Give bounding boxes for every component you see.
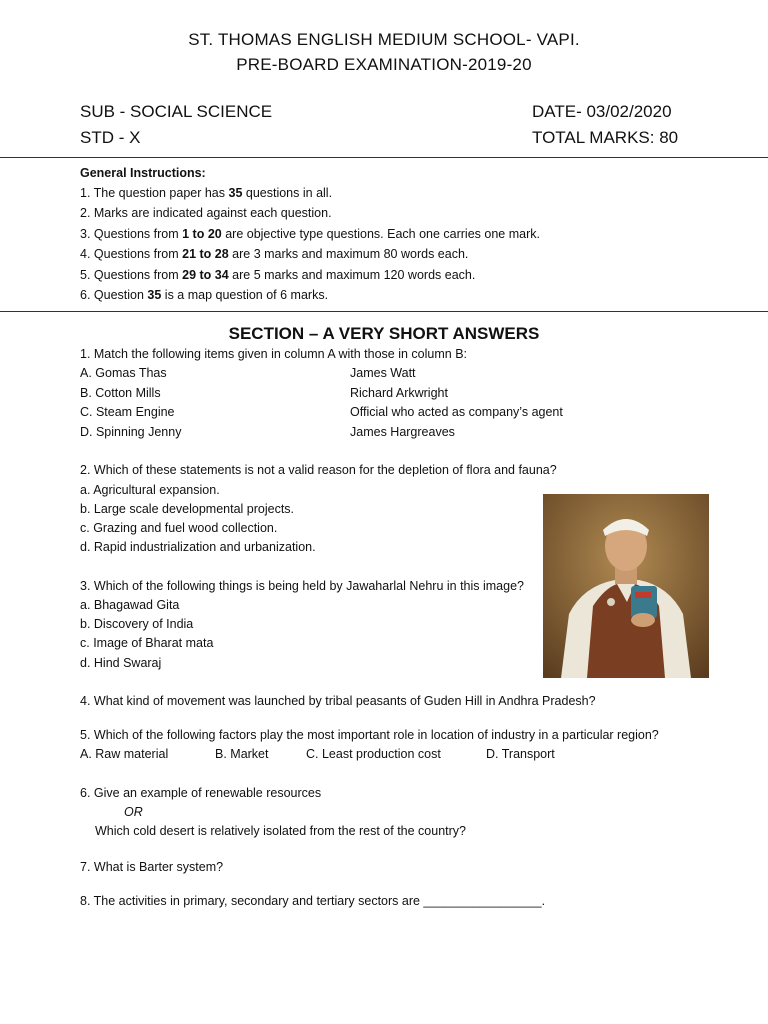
column-b-item: James Hargreaves	[350, 425, 455, 439]
option-item: a. Bhagawad Gita	[80, 598, 180, 612]
instruction-emphasis: 21 to 28	[182, 247, 229, 261]
option-item: b. Large scale developmental projects.	[80, 502, 295, 516]
instruction-emphasis: 35	[228, 186, 243, 200]
question-7: 7. What is Barter system?	[80, 860, 224, 874]
instruction-text: 4. Questions from	[80, 247, 183, 261]
instruction-emphasis: 29 to 34	[182, 268, 229, 282]
column-a-item: C. Steam Engine	[80, 405, 175, 419]
subject-label: SUB - SOCIAL SCIENCE	[80, 102, 273, 121]
question-8: 8. The activities in primary, secondary and tertiary sectors are _________________.	[80, 894, 546, 908]
instruction-item	[80, 268, 475, 282]
exam-title: PRE-BOARD EXAMINATION-2019-20	[236, 55, 532, 74]
nehru-portrait-image	[543, 494, 709, 678]
column-b-item: James Watt	[350, 366, 416, 380]
instruction-text: 6. Question	[80, 288, 148, 302]
option-item: C. Least production cost	[306, 747, 441, 761]
column-a-item: B. Cotton Mills	[80, 386, 161, 400]
option-item: b. Discovery of India	[80, 617, 194, 631]
std-label: STD - X	[80, 128, 141, 147]
date-label: DATE- 03/02/2020	[532, 102, 672, 121]
column-b-item: Richard Arkwright	[350, 386, 448, 400]
question-6: 6. Give an example of renewable resources	[80, 786, 322, 800]
portrait-illustration	[543, 494, 709, 678]
or-label: OR	[124, 805, 143, 819]
option-item: c. Image of Bharat mata	[80, 636, 214, 650]
instruction-text: are 5 marks and maximum 120 words each.	[228, 268, 476, 282]
column-a-item: D. Spinning Jenny	[80, 425, 182, 439]
instruction-emphasis: 35	[147, 288, 162, 302]
school-name: ST. THOMAS ENGLISH MEDIUM SCHOOL- VAPI.	[188, 30, 580, 49]
instruction-text: 2. Marks are indicated against each question.	[80, 206, 332, 220]
question-2: 2. Which of these statements is not a valid reason for the depletion of flora and fauna?	[80, 463, 557, 477]
column-a-item: A. Gomas Thas	[80, 366, 167, 380]
instruction-item	[80, 206, 332, 220]
question-5: 5. Which of the following factors play the most important role in location of industry in a particular region?	[80, 728, 659, 742]
instruction-text: are objective type questions. Each one carries one mark.	[221, 227, 540, 241]
instructions-title: General Instructions:	[80, 166, 206, 180]
instruction-item	[80, 288, 328, 302]
total-marks-label: TOTAL MARKS: 80	[532, 128, 679, 147]
instruction-item	[80, 247, 468, 261]
instruction-emphasis: 1 to 20	[182, 227, 222, 241]
instruction-text: 1. The question paper has	[80, 186, 229, 200]
option-item: d. Rapid industrialization and urbanization.	[80, 540, 316, 554]
header-divider	[0, 157, 768, 158]
instruction-text: 5. Questions from	[80, 268, 183, 282]
instruction-text: questions in all.	[242, 186, 333, 200]
question-4: 4. What kind of movement was launched by tribal peasants of Guden Hill in Andhra Pradesh?	[80, 694, 596, 708]
option-item: c. Grazing and fuel wood collection.	[80, 521, 278, 535]
option-item: B. Market	[215, 747, 269, 761]
instruction-text: is a map question of 6 marks.	[161, 288, 329, 302]
question-6-alternative: Which cold desert is relatively isolated from the rest of the country?	[95, 824, 466, 838]
section-title: SECTION – A VERY SHORT ANSWERS	[228, 324, 540, 343]
instruction-text: are 3 marks and maximum 80 words each.	[228, 247, 469, 261]
instruction-item	[80, 186, 332, 200]
instruction-text: 3. Questions from	[80, 227, 183, 241]
option-item: A. Raw material	[80, 747, 169, 761]
option-item: d. Hind Swaraj	[80, 656, 162, 670]
instructions-divider	[0, 311, 768, 312]
question-3: 3. Which of the following things is being held by Jawaharlal Nehru in this image?	[80, 579, 524, 593]
column-b-item: Official who acted as company’s agent	[350, 405, 563, 419]
instruction-item	[80, 227, 540, 241]
option-item: a. Agricultural expansion.	[80, 483, 220, 497]
question-1: 1. Match the following items given in column A with those in column B:	[80, 347, 467, 361]
option-item: D. Transport	[486, 747, 555, 761]
